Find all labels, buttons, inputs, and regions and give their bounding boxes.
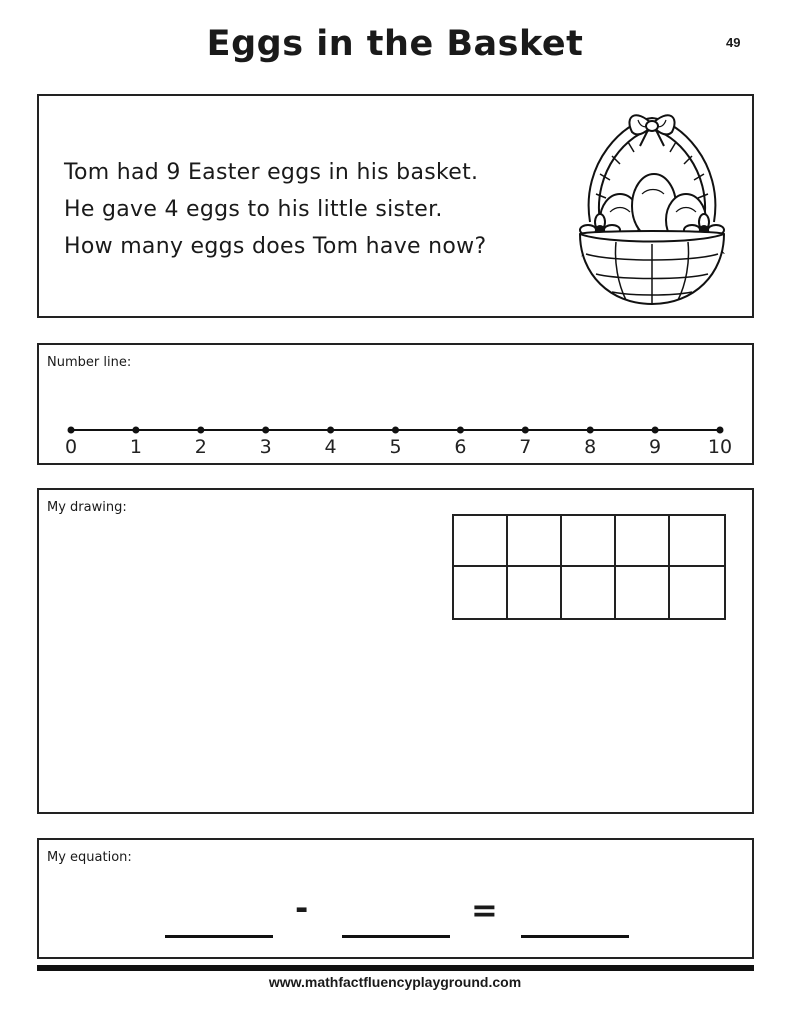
equation-blank-2[interactable] <box>342 935 450 938</box>
number-line-point-9 <box>652 427 659 434</box>
number-line-label-7: 7 <box>519 436 532 458</box>
minus-sign: - <box>295 889 309 927</box>
story-line-1: Tom had 9 Easter eggs in his basket. <box>64 160 479 185</box>
story-line-3: How many eggs does Tom have now? <box>64 234 487 259</box>
worksheet-title: Eggs in the Basket <box>206 24 584 64</box>
number-line-point-4 <box>327 427 334 434</box>
number-line-box <box>37 343 754 465</box>
number-line <box>39 345 752 463</box>
ten-frame-cell <box>508 516 562 567</box>
number-line-label-9: 9 <box>649 436 662 458</box>
number-line-label-1: 1 <box>129 436 142 458</box>
number-line-label-5: 5 <box>389 436 402 458</box>
footer-rule <box>37 965 754 971</box>
footer-url: www.mathfactfluencyplayground.com <box>268 974 522 990</box>
ten-frame-cell <box>670 567 724 618</box>
drawing-label: My drawing: <box>47 500 127 515</box>
equals-sign: = <box>471 891 498 929</box>
ten-frame-cell <box>454 516 508 567</box>
number-line-label: Number line: <box>47 355 132 370</box>
number-line-label-0: 0 <box>64 436 78 458</box>
equation-label: My equation: <box>47 850 132 865</box>
story-problem-box <box>37 94 754 318</box>
number-line-point-7 <box>522 427 529 434</box>
easter-basket-illustration <box>566 102 738 312</box>
number-line-label-10: 10 <box>707 436 733 458</box>
ten-frame-cell <box>616 516 670 567</box>
equation-blank-1[interactable] <box>165 935 273 938</box>
equation-blank-3[interactable] <box>521 935 629 938</box>
number-line-label-4: 4 <box>324 436 337 458</box>
page-number: 49 <box>726 35 741 50</box>
ten-frame-cell <box>508 567 562 618</box>
number-line-point-3 <box>262 427 269 434</box>
number-line-point-2 <box>197 427 204 434</box>
number-line-point-1 <box>132 427 139 434</box>
ten-frame-cell <box>616 567 670 618</box>
number-line-point-0 <box>68 427 75 434</box>
number-line-point-6 <box>457 427 464 434</box>
number-line-label-8: 8 <box>584 436 597 458</box>
ten-frame-cell <box>454 567 508 618</box>
number-line-point-5 <box>392 427 399 434</box>
ten-frame-cell <box>562 567 616 618</box>
ten-frame-cell <box>670 516 724 567</box>
drawing-box <box>37 488 754 814</box>
number-line-label-3: 3 <box>259 436 272 458</box>
ten-frame <box>452 514 726 620</box>
number-line-point-10 <box>717 427 724 434</box>
equation-box <box>37 838 754 959</box>
story-text <box>64 154 486 265</box>
story-line-2: He gave 4 eggs to his little sister. <box>64 197 443 222</box>
ten-frame-cell <box>562 516 616 567</box>
number-line-label-6: 6 <box>454 436 467 458</box>
number-line-label-2: 2 <box>194 436 207 458</box>
number-line-point-8 <box>587 427 594 434</box>
